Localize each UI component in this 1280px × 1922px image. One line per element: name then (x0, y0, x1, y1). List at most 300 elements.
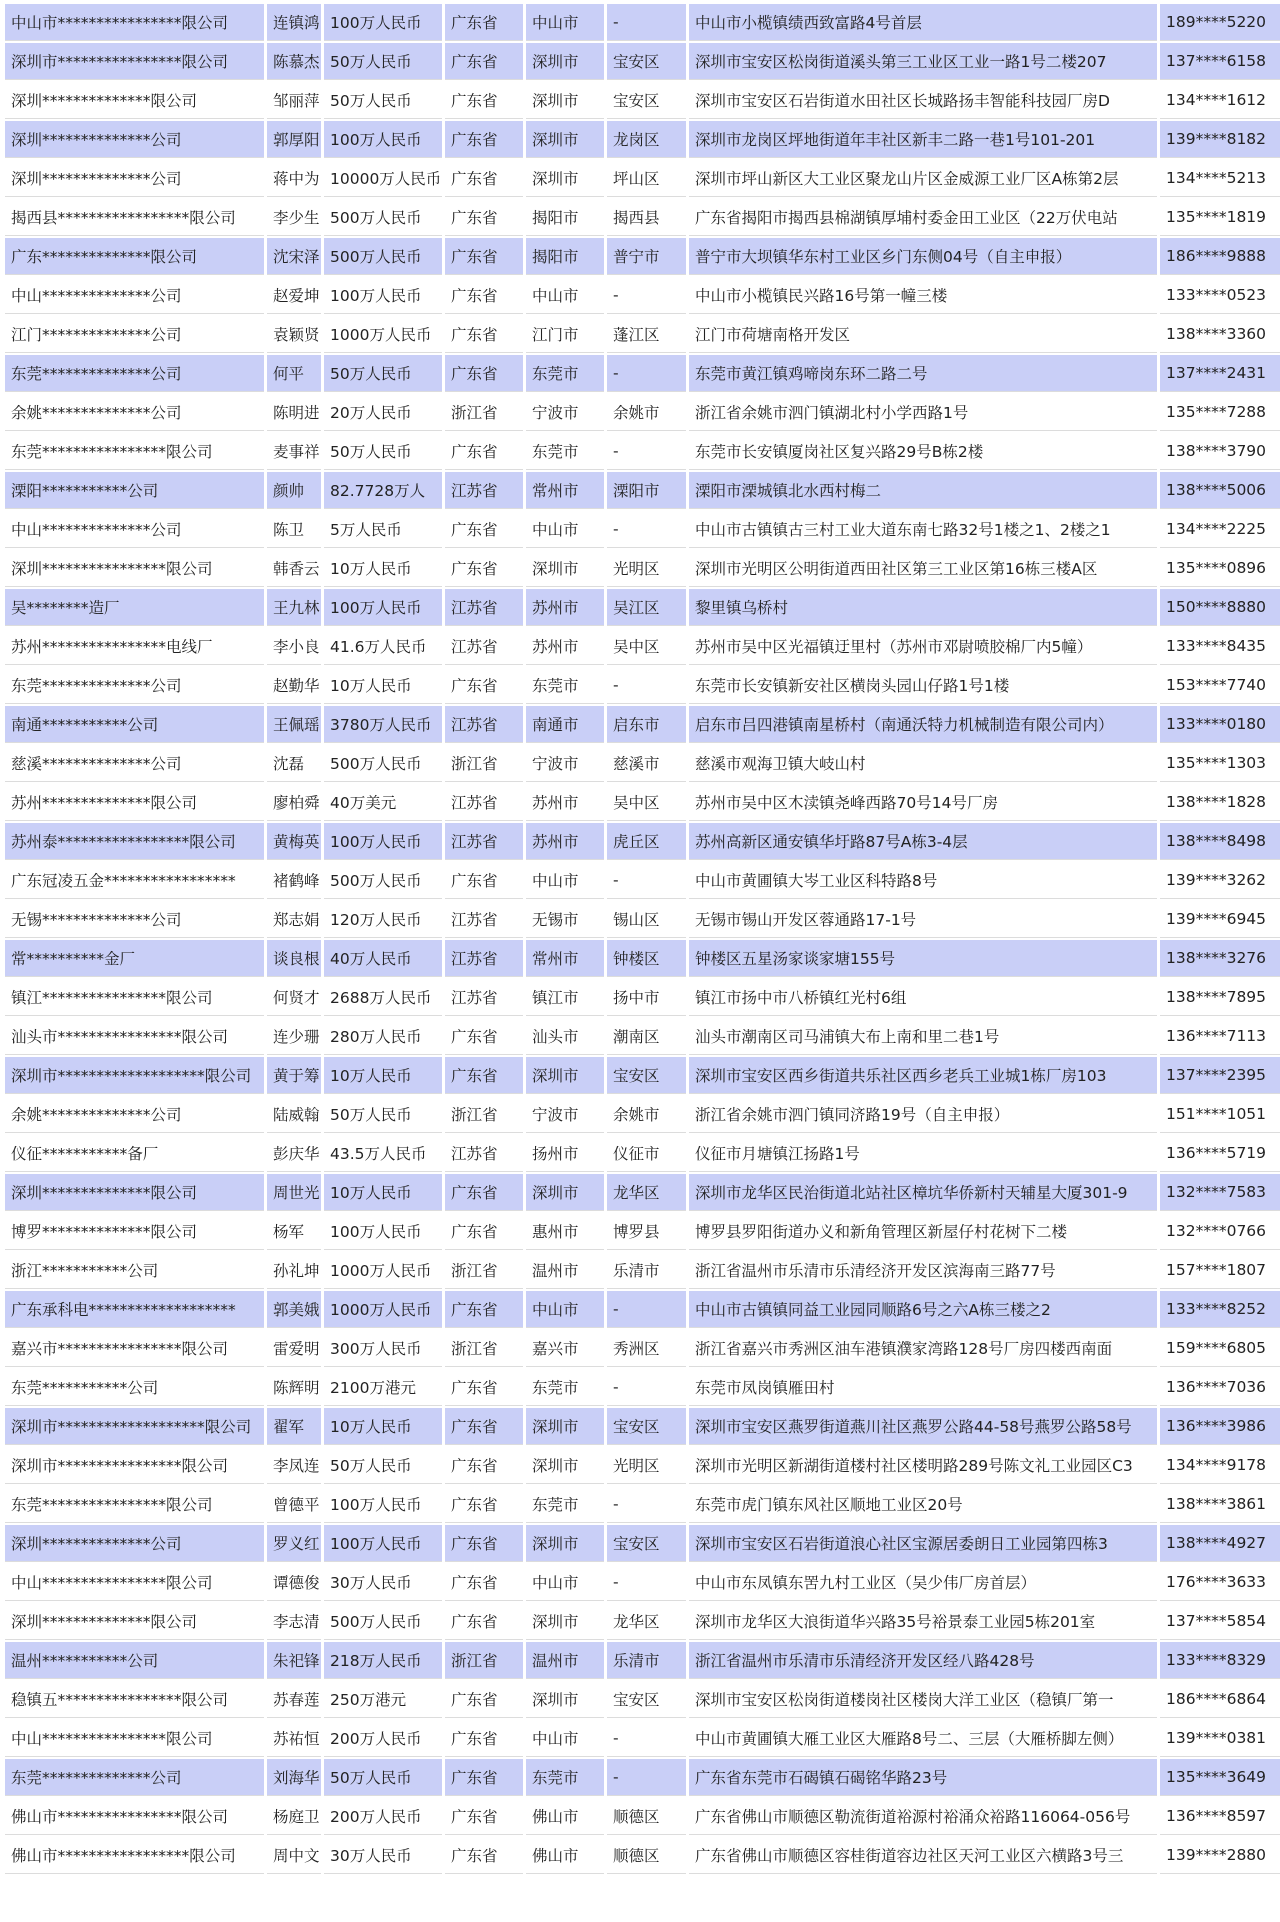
address-cell: 广东省佛山市顺德区容桂街道容边社区天河工业区六横路3号三 (689, 1837, 1157, 1874)
company-name-cell: 苏州**************限公司 (5, 784, 264, 821)
address-cell: 深圳市宝安区石岩街道水田社区长城路扬丰智能科技园厂房D (689, 82, 1157, 119)
district-cell: - (607, 433, 686, 470)
legal-person-cell: 王九林 (267, 589, 321, 626)
company-name-cell: 深圳****************限公司 (5, 550, 264, 587)
district-cell: 顺德区 (607, 1798, 686, 1835)
table-row[interactable] (5, 1018, 1280, 1055)
table-row[interactable] (5, 1330, 1280, 1367)
city-cell: 佛山市 (526, 1837, 604, 1874)
legal-person-cell: 周世光 (267, 1174, 321, 1211)
city-cell: 汕头市 (526, 1018, 604, 1055)
district-cell: 锡山区 (607, 901, 686, 938)
phone-cell: 134****9178 (1160, 1447, 1280, 1484)
address-cell: 东莞市长安镇新安社区横岗头园山仔路1号1楼 (689, 667, 1157, 704)
phone-cell: 150****8880 (1160, 589, 1280, 626)
address-cell: 中山市东凤镇东罟九村工业区（吴少伟厂房首层） (689, 1564, 1157, 1601)
district-cell: - (607, 4, 686, 41)
legal-person-cell: 周中文 (267, 1837, 321, 1874)
table-row[interactable] (5, 355, 1280, 392)
province-cell: 广东省 (445, 277, 523, 314)
company-name-cell: 佛山市****************限公司 (5, 1798, 264, 1835)
registered-capital-cell: 50万人民币 (324, 1447, 442, 1484)
registered-capital-cell: 3780万人民币 (324, 706, 442, 743)
address-cell: 深圳市光明区新湖街道楼村社区楼明路289号陈文礼工业园区C3 (689, 1447, 1157, 1484)
table-row[interactable] (5, 979, 1280, 1016)
phone-cell: 139****3262 (1160, 862, 1280, 899)
table-row[interactable] (5, 1369, 1280, 1406)
city-cell: 深圳市 (526, 1447, 604, 1484)
phone-cell: 138****3360 (1160, 316, 1280, 353)
address-cell: 深圳市龙华区大浪街道华兴路35号裕景泰工业园5栋201室 (689, 1603, 1157, 1640)
province-cell: 广东省 (445, 1525, 523, 1562)
table-row[interactable] (5, 940, 1280, 977)
registered-capital-cell: 500万人民币 (324, 862, 442, 899)
registered-capital-cell: 2688万人民币 (324, 979, 442, 1016)
table-body (5, 4, 1280, 1874)
phone-cell: 139****6945 (1160, 901, 1280, 938)
table-row[interactable] (5, 1252, 1280, 1289)
table-row[interactable] (5, 1447, 1280, 1484)
address-cell: 深圳市宝安区松岗街道楼岗社区楼岗大洋工业区（稳镇厂第一 (689, 1681, 1157, 1718)
table-row[interactable] (5, 1564, 1280, 1601)
district-cell: - (607, 1486, 686, 1523)
company-name-cell: 浙江***********公司 (5, 1252, 264, 1289)
phone-cell: 136****5719 (1160, 1135, 1280, 1172)
province-cell: 广东省 (445, 355, 523, 392)
province-cell: 广东省 (445, 1018, 523, 1055)
district-cell: 余姚市 (607, 394, 686, 431)
phone-cell: 136****7113 (1160, 1018, 1280, 1055)
registered-capital-cell: 100万人民币 (324, 277, 442, 314)
address-cell: 镇江市扬中市八桥镇红光村6组 (689, 979, 1157, 1016)
registered-capital-cell: 10万人民币 (324, 667, 442, 704)
district-cell: 龙华区 (607, 1174, 686, 1211)
address-cell: 广东省揭阳市揭西县棉湖镇厚埔村委金田工业区（22万伏电站 (689, 199, 1157, 236)
city-cell: 深圳市 (526, 550, 604, 587)
legal-person-cell: 何贤才 (267, 979, 321, 1016)
province-cell: 浙江省 (445, 745, 523, 782)
city-cell: 苏州市 (526, 628, 604, 665)
province-cell: 广东省 (445, 433, 523, 470)
city-cell: 常州市 (526, 940, 604, 977)
province-cell: 广东省 (445, 1213, 523, 1250)
legal-person-cell: 翟军 (267, 1408, 321, 1445)
legal-person-cell: 陈卫 (267, 511, 321, 548)
company-name-cell: 稳镇五****************限公司 (5, 1681, 264, 1718)
phone-cell: 137****2395 (1160, 1057, 1280, 1094)
province-cell: 广东省 (445, 1603, 523, 1640)
province-cell: 广东省 (445, 199, 523, 236)
table-row[interactable] (5, 472, 1280, 509)
legal-person-cell: 罗义红 (267, 1525, 321, 1562)
company-name-cell: 深圳**************限公司 (5, 1174, 264, 1211)
table-row[interactable] (5, 199, 1280, 236)
address-cell: 仪征市月塘镇江扬路1号 (689, 1135, 1157, 1172)
table-row[interactable] (5, 394, 1280, 431)
province-cell: 广东省 (445, 1837, 523, 1874)
table-row[interactable] (5, 1057, 1280, 1094)
table-row[interactable] (5, 1798, 1280, 1835)
address-cell: 中山市古镇镇古三村工业大道东南七路32号1楼之1、2楼之1 (689, 511, 1157, 548)
table-row[interactable] (5, 784, 1280, 821)
city-cell: 常州市 (526, 472, 604, 509)
province-cell: 江苏省 (445, 784, 523, 821)
registered-capital-cell: 50万人民币 (324, 43, 442, 80)
legal-person-cell: 郭厚阳 (267, 121, 321, 158)
city-cell: 宁波市 (526, 1096, 604, 1133)
district-cell: 秀洲区 (607, 1330, 686, 1367)
legal-person-cell: 苏祐恒 (267, 1720, 321, 1757)
city-cell: 深圳市 (526, 121, 604, 158)
address-cell: 浙江省余姚市泗门镇同济路19号（自主申报） (689, 1096, 1157, 1133)
table-row[interactable] (5, 1759, 1280, 1796)
legal-person-cell: 赵勤华 (267, 667, 321, 704)
company-name-cell: 广东**************限公司 (5, 238, 264, 275)
table-row[interactable] (5, 1837, 1280, 1874)
company-name-cell: 苏州****************电线厂 (5, 628, 264, 665)
table-row[interactable] (5, 1135, 1280, 1172)
city-cell: 深圳市 (526, 1603, 604, 1640)
address-cell: 深圳市龙华区民治街道北站社区樟坑华侨新村天辅星大厦301-9 (689, 1174, 1157, 1211)
legal-person-cell: 陈慕杰 (267, 43, 321, 80)
city-cell: 深圳市 (526, 1174, 604, 1211)
legal-person-cell: 黄梅英 (267, 823, 321, 860)
province-cell: 江苏省 (445, 628, 523, 665)
city-cell: 中山市 (526, 1564, 604, 1601)
company-name-cell: 温州***********公司 (5, 1642, 264, 1679)
city-cell: 扬州市 (526, 1135, 604, 1172)
city-cell: 苏州市 (526, 589, 604, 626)
registered-capital-cell: 10万人民币 (324, 1408, 442, 1445)
district-cell: 光明区 (607, 1447, 686, 1484)
city-cell: 宁波市 (526, 745, 604, 782)
registered-capital-cell: 40万美元 (324, 784, 442, 821)
table-row[interactable] (5, 1603, 1280, 1640)
table-row[interactable] (5, 589, 1280, 626)
phone-cell: 138****7895 (1160, 979, 1280, 1016)
province-cell: 浙江省 (445, 1096, 523, 1133)
district-cell: 吴中区 (607, 628, 686, 665)
company-name-cell: 东莞**************公司 (5, 667, 264, 704)
address-cell: 黎里镇乌桥村 (689, 589, 1157, 626)
table-row[interactable] (5, 862, 1280, 899)
district-cell: 仪征市 (607, 1135, 686, 1172)
company-name-cell: 中山****************限公司 (5, 1564, 264, 1601)
company-name-cell: 深圳市****************限公司 (5, 43, 264, 80)
city-cell: 揭阳市 (526, 199, 604, 236)
phone-cell: 136****8597 (1160, 1798, 1280, 1835)
phone-cell: 138****3276 (1160, 940, 1280, 977)
company-name-cell: 深圳**************限公司 (5, 82, 264, 119)
province-cell: 广东省 (445, 511, 523, 548)
address-cell: 慈溪市观海卫镇大岐山村 (689, 745, 1157, 782)
city-cell: 东莞市 (526, 433, 604, 470)
address-cell: 苏州高新区通安镇华圩路87号A栋3-4层 (689, 823, 1157, 860)
district-cell: - (607, 862, 686, 899)
registered-capital-cell: 250万港元 (324, 1681, 442, 1718)
city-cell: 中山市 (526, 1720, 604, 1757)
registered-capital-cell: 120万人民币 (324, 901, 442, 938)
phone-cell: 133****8329 (1160, 1642, 1280, 1679)
district-cell: 钟楼区 (607, 940, 686, 977)
phone-cell: 159****6805 (1160, 1330, 1280, 1367)
phone-cell: 139****2880 (1160, 1837, 1280, 1874)
city-cell: 嘉兴市 (526, 1330, 604, 1367)
registered-capital-cell: 200万人民币 (324, 1720, 442, 1757)
table-row[interactable] (5, 1408, 1280, 1445)
district-cell: 宝安区 (607, 1681, 686, 1718)
legal-person-cell: 沈磊 (267, 745, 321, 782)
province-cell: 广东省 (445, 4, 523, 41)
phone-cell: 135****1303 (1160, 745, 1280, 782)
registered-capital-cell: 82.7728万人 (324, 472, 442, 509)
registered-capital-cell: 40万人民币 (324, 940, 442, 977)
registered-capital-cell: 43.5万人民币 (324, 1135, 442, 1172)
table-row[interactable] (5, 1213, 1280, 1250)
phone-cell: 135****7288 (1160, 394, 1280, 431)
address-cell: 中山市小榄镇民兴路16号第一幢三楼 (689, 277, 1157, 314)
registered-capital-cell: 300万人民币 (324, 1330, 442, 1367)
registered-capital-cell: 280万人民币 (324, 1018, 442, 1055)
address-cell: 苏州市吴中区木渎镇尧峰西路70号14号厂房 (689, 784, 1157, 821)
company-name-cell: 揭西县*****************限公司 (5, 199, 264, 236)
registered-capital-cell: 500万人民币 (324, 238, 442, 275)
table-row[interactable] (5, 823, 1280, 860)
table-row[interactable] (5, 433, 1280, 470)
city-cell: 深圳市 (526, 43, 604, 80)
table-row[interactable] (5, 1291, 1280, 1328)
address-cell: 浙江省温州市乐清市乐清经济开发区经八路428号 (689, 1642, 1157, 1679)
district-cell: - (607, 667, 686, 704)
city-cell: 宁波市 (526, 394, 604, 431)
registered-capital-cell: 41.6万人民币 (324, 628, 442, 665)
address-cell: 深圳市宝安区燕罗街道燕川社区燕罗公路44-58号燕罗公路58号 (689, 1408, 1157, 1445)
province-cell: 广东省 (445, 1720, 523, 1757)
address-cell: 东莞市虎门镇东风社区顺地工业区20号 (689, 1486, 1157, 1523)
table-row[interactable] (5, 1525, 1280, 1562)
registered-capital-cell: 50万人民币 (324, 1759, 442, 1796)
district-cell: 乐清市 (607, 1252, 686, 1289)
city-cell: 佛山市 (526, 1798, 604, 1835)
legal-person-cell: 连镇鸿 (267, 4, 321, 41)
table-row[interactable] (5, 238, 1280, 275)
district-cell: - (607, 511, 686, 548)
company-name-cell: 广东冠凌五金***************** (5, 862, 264, 899)
table-row[interactable] (5, 1486, 1280, 1523)
registered-capital-cell: 50万人民币 (324, 82, 442, 119)
address-cell: 广东省佛山市顺德区勒流街道裕源村裕涌众裕路116064-056号 (689, 1798, 1157, 1835)
address-cell: 普宁市大坝镇华东村工业区乡门东侧04号（自主申报） (689, 238, 1157, 275)
phone-cell: 136****7036 (1160, 1369, 1280, 1406)
legal-person-cell: 麦事祥 (267, 433, 321, 470)
company-name-cell: 中山市****************限公司 (5, 4, 264, 41)
registered-capital-cell: 100万人民币 (324, 1486, 442, 1523)
district-cell: 吴江区 (607, 589, 686, 626)
company-name-cell: 东莞***********公司 (5, 1369, 264, 1406)
table-row[interactable] (5, 667, 1280, 704)
city-cell: 深圳市 (526, 1408, 604, 1445)
phone-cell: 133****0180 (1160, 706, 1280, 743)
address-cell: 浙江省嘉兴市秀洲区油车港镇濮家湾路128号厂房四楼西南面 (689, 1330, 1157, 1367)
province-cell: 江苏省 (445, 589, 523, 626)
phone-cell: 138****4927 (1160, 1525, 1280, 1562)
city-cell: 温州市 (526, 1252, 604, 1289)
city-cell: 东莞市 (526, 667, 604, 704)
phone-cell: 157****1807 (1160, 1252, 1280, 1289)
table-row[interactable] (5, 706, 1280, 743)
table-row[interactable] (5, 511, 1280, 548)
legal-person-cell: 何平 (267, 355, 321, 392)
table-row[interactable] (5, 43, 1280, 80)
company-name-cell: 嘉兴市****************限公司 (5, 1330, 264, 1367)
company-name-cell: 苏州泰*****************限公司 (5, 823, 264, 860)
company-name-cell: 深圳**************公司 (5, 160, 264, 197)
address-cell: 中山市古镇镇同益工业园同顺路6号之六A栋三楼之2 (689, 1291, 1157, 1328)
address-cell: 苏州市吴中区光福镇迂里村（苏州市邓尉喷胶棉厂内5幢） (689, 628, 1157, 665)
phone-cell: 137****5854 (1160, 1603, 1280, 1640)
legal-person-cell: 杨庭卫 (267, 1798, 321, 1835)
registered-capital-cell: 50万人民币 (324, 433, 442, 470)
city-cell: 温州市 (526, 1642, 604, 1679)
district-cell: - (607, 1564, 686, 1601)
address-cell: 无锡市锡山开发区蓉通路17-1号 (689, 901, 1157, 938)
province-cell: 广东省 (445, 1369, 523, 1406)
phone-cell: 189****5220 (1160, 4, 1280, 41)
table-row[interactable] (5, 901, 1280, 938)
phone-cell: 138****3790 (1160, 433, 1280, 470)
legal-person-cell: 李少生 (267, 199, 321, 236)
city-cell: 镇江市 (526, 979, 604, 1016)
table-row[interactable] (5, 1174, 1280, 1211)
company-name-cell: 深圳市*******************限公司 (5, 1408, 264, 1445)
registered-capital-cell: 50万人民币 (324, 355, 442, 392)
district-cell: 蓬江区 (607, 316, 686, 353)
legal-person-cell: 陈明进 (267, 394, 321, 431)
district-cell: 宝安区 (607, 1057, 686, 1094)
legal-person-cell: 雷爱明 (267, 1330, 321, 1367)
table-row[interactable] (5, 82, 1280, 119)
address-cell: 浙江省余姚市泗门镇湖北村小学西路1号 (689, 394, 1157, 431)
province-cell: 浙江省 (445, 394, 523, 431)
province-cell: 广东省 (445, 1057, 523, 1094)
table-row[interactable] (5, 628, 1280, 665)
province-cell: 广东省 (445, 550, 523, 587)
province-cell: 浙江省 (445, 1252, 523, 1289)
table-row[interactable] (5, 1642, 1280, 1679)
company-name-cell: 深圳市****************限公司 (5, 1447, 264, 1484)
address-cell: 深圳市宝安区松岗街道溪头第三工业区工业一路1号二楼207 (689, 43, 1157, 80)
legal-person-cell: 邹丽萍 (267, 82, 321, 119)
table-row[interactable] (5, 4, 1280, 41)
phone-cell: 132****7583 (1160, 1174, 1280, 1211)
phone-cell: 132****0766 (1160, 1213, 1280, 1250)
province-cell: 江苏省 (445, 472, 523, 509)
legal-person-cell: 孙礼坤 (267, 1252, 321, 1289)
registered-capital-cell: 100万人民币 (324, 823, 442, 860)
registered-capital-cell: 5万人民币 (324, 511, 442, 548)
province-cell: 江苏省 (445, 940, 523, 977)
address-cell: 博罗县罗阳街道办义和新角管理区新屋仔村花树下二楼 (689, 1213, 1157, 1250)
legal-person-cell: 谭德俊 (267, 1564, 321, 1601)
legal-person-cell: 李志清 (267, 1603, 321, 1640)
phone-cell: 135****1819 (1160, 199, 1280, 236)
address-cell: 中山市小榄镇绩西致富路4号首层 (689, 4, 1157, 41)
legal-person-cell: 陆威翰 (267, 1096, 321, 1133)
district-cell: - (607, 1369, 686, 1406)
table-row[interactable] (5, 316, 1280, 353)
table-row[interactable] (5, 745, 1280, 782)
district-cell: 顺德区 (607, 1837, 686, 1874)
company-name-cell: 中山**************公司 (5, 511, 264, 548)
registered-capital-cell: 10万人民币 (324, 550, 442, 587)
district-cell: 慈溪市 (607, 745, 686, 782)
district-cell: 博罗县 (607, 1213, 686, 1250)
phone-cell: 134****1612 (1160, 82, 1280, 119)
company-name-cell: 深圳**************限公司 (5, 1603, 264, 1640)
registered-capital-cell: 20万人民币 (324, 394, 442, 431)
registered-capital-cell: 200万人民币 (324, 1798, 442, 1835)
company-name-cell: 深圳**************公司 (5, 1525, 264, 1562)
company-name-cell: 深圳**************公司 (5, 121, 264, 158)
legal-person-cell: 袁颖贤 (267, 316, 321, 353)
address-cell: 东莞市凤岗镇雁田村 (689, 1369, 1157, 1406)
city-cell: 东莞市 (526, 1759, 604, 1796)
province-cell: 江苏省 (445, 901, 523, 938)
registered-capital-cell: 10000万人民币 (324, 160, 442, 197)
phone-cell: 176****3633 (1160, 1564, 1280, 1601)
legal-person-cell: 杨军 (267, 1213, 321, 1250)
table-row[interactable] (5, 1720, 1280, 1757)
registered-capital-cell: 1000万人民币 (324, 1291, 442, 1328)
table-row[interactable] (5, 550, 1280, 587)
legal-person-cell: 蒋中为 (267, 160, 321, 197)
phone-cell: 133****0523 (1160, 277, 1280, 314)
city-cell: 中山市 (526, 862, 604, 899)
registered-capital-cell: 100万人民币 (324, 4, 442, 41)
table-row[interactable] (5, 160, 1280, 197)
phone-cell: 134****5213 (1160, 160, 1280, 197)
company-name-cell: 南通***********公司 (5, 706, 264, 743)
table-row[interactable] (5, 277, 1280, 314)
district-cell: 扬中市 (607, 979, 686, 1016)
phone-cell: 139****0381 (1160, 1720, 1280, 1757)
table-row[interactable] (5, 1681, 1280, 1718)
city-cell: 揭阳市 (526, 238, 604, 275)
city-cell: 东莞市 (526, 355, 604, 392)
legal-person-cell: 连少珊 (267, 1018, 321, 1055)
city-cell: 苏州市 (526, 784, 604, 821)
company-name-cell: 东莞**************公司 (5, 355, 264, 392)
phone-cell: 135****3649 (1160, 1759, 1280, 1796)
district-cell: - (607, 277, 686, 314)
table-row[interactable] (5, 121, 1280, 158)
registered-capital-cell: 30万人民币 (324, 1564, 442, 1601)
phone-cell: 138****1828 (1160, 784, 1280, 821)
district-cell: 揭西县 (607, 199, 686, 236)
phone-cell: 137****2431 (1160, 355, 1280, 392)
city-cell: 深圳市 (526, 1681, 604, 1718)
company-name-cell: 广东承科电******************* (5, 1291, 264, 1328)
city-cell: 中山市 (526, 1291, 604, 1328)
province-cell: 浙江省 (445, 1642, 523, 1679)
address-cell: 汕头市潮南区司马浦镇大布上南和里二巷1号 (689, 1018, 1157, 1055)
legal-person-cell: 郑志娟 (267, 901, 321, 938)
district-cell: 龙岗区 (607, 121, 686, 158)
address-cell: 东莞市长安镇厦岗社区复兴路29号B栋2楼 (689, 433, 1157, 470)
province-cell: 广东省 (445, 1564, 523, 1601)
table-row[interactable] (5, 1096, 1280, 1133)
phone-cell: 138****8498 (1160, 823, 1280, 860)
